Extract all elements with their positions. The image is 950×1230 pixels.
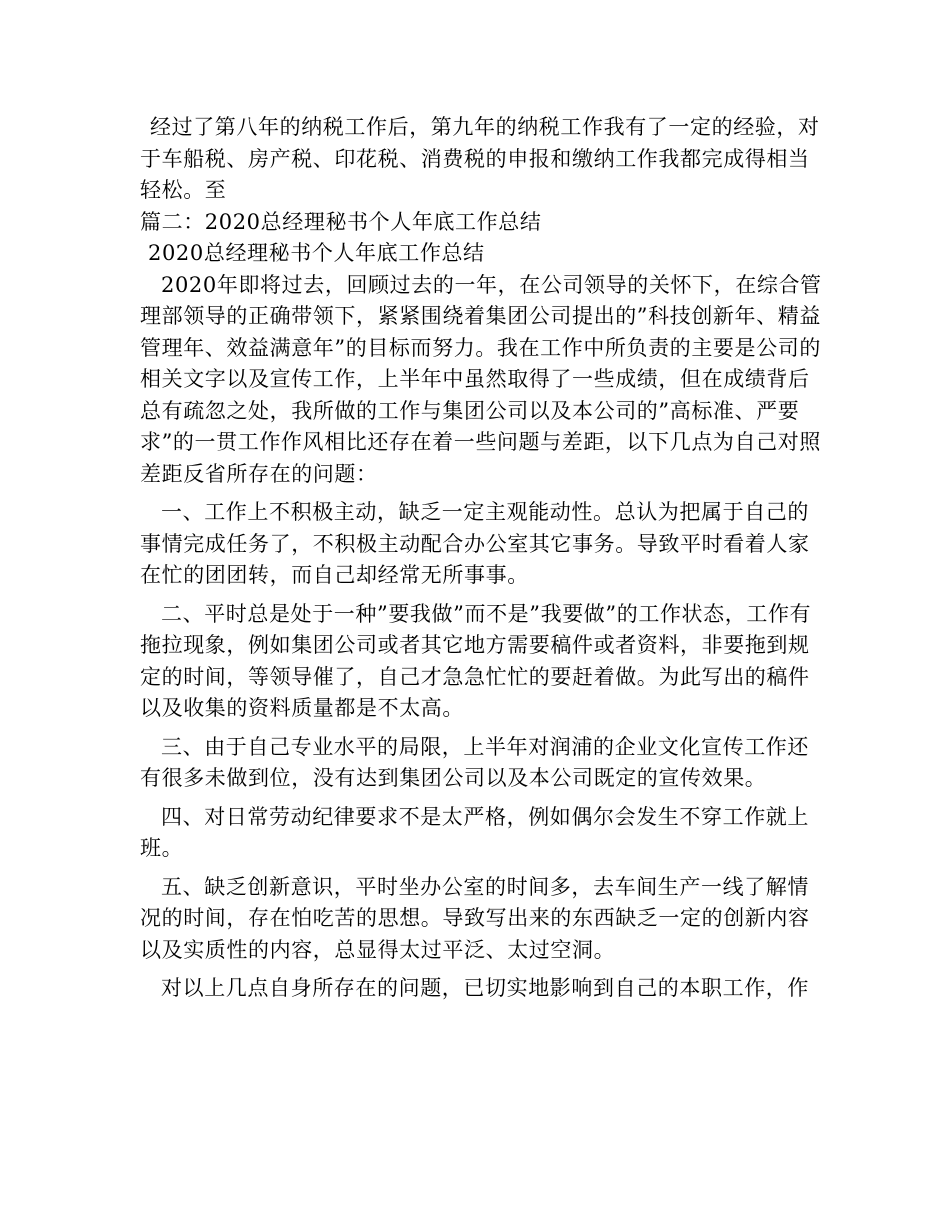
document-body bbox=[140, 112, 824, 1005]
document-title: 2020总经理秘书个人年底工作总结 bbox=[148, 241, 485, 265]
paragraph-conclusion: 对以上几点自身所存在的问题，已切实地影响到自己的本职工作，作 bbox=[161, 976, 809, 1000]
section-heading: 篇二：2020总经理秘书个人年底工作总结 bbox=[140, 209, 542, 234]
paragraph-issue-2: 二、平时总是处于一种”要我做”而不是”我要做”的工作状态，工作有拖拉现象，例如集团公司或者其它地方需要稿件或者资料，非要拖到规定的时间，等领导催了，自己才急急忙忙的要赶着做。为此写出的稿件以及收集的资料质量都是不太高。 bbox=[140, 601, 812, 720]
paragraph-issue-5: 五、缺乏创新意识，平时坐办公室的时间多，去车间生产一线了解情况的时间，存在怕吃苦的思想。导致写出来的东西缺乏一定的创新内容以及实质性的内容，总显得太过平泛、太过空洞。 bbox=[140, 874, 810, 962]
paragraph-intro: 2020年即将过去，回顾过去的一年，在公司领导的关怀下，在综合管理部领导的正确带领下，紧紧围绕着集团公司提出的”科技创新年、精益管理年、效益满意年”的目标而努力。我在工作中所负责的主要是公司的相关文字以及宣传工作，上半年中虽然取得了一些成绩，但在成绩背后总有疏忽之处，我所做的工作与集团公司以及本公司的”高标准、严要求”的一贯工作作风相比还存在着一些问题与差距，以下几点为自己对照差距反省所存在的问题： bbox=[140, 272, 822, 486]
paragraph-tax-work: 经过了第八年的纳税工作后，第九年的纳税工作我有了一定的经验，对于车船税、房产税、印花税、消费税的申报和缴纳工作我都完成得相当轻松。至 bbox=[140, 115, 820, 202]
paragraph-issue-3: 三、由于自己专业水平的局限，上半年对润浦的企业文化宣传工作还有很多未做到位，没有达到集团公司以及本公司既定的宣传效果。 bbox=[140, 734, 809, 790]
paragraph-issue-1: 一、工作上不积极主动，缺乏一定主观能动性。总认为把属于自己的事情完成任务了，不积极主动配合办公室其它事务。导致平时看着人家在忙的团团转，而自己却经常无所事事。 bbox=[140, 500, 810, 587]
paragraph-issue-4: 四、对日常劳动纪律要求不是太严格，例如偶尔会发生不穿工作就上班。 bbox=[140, 804, 809, 860]
